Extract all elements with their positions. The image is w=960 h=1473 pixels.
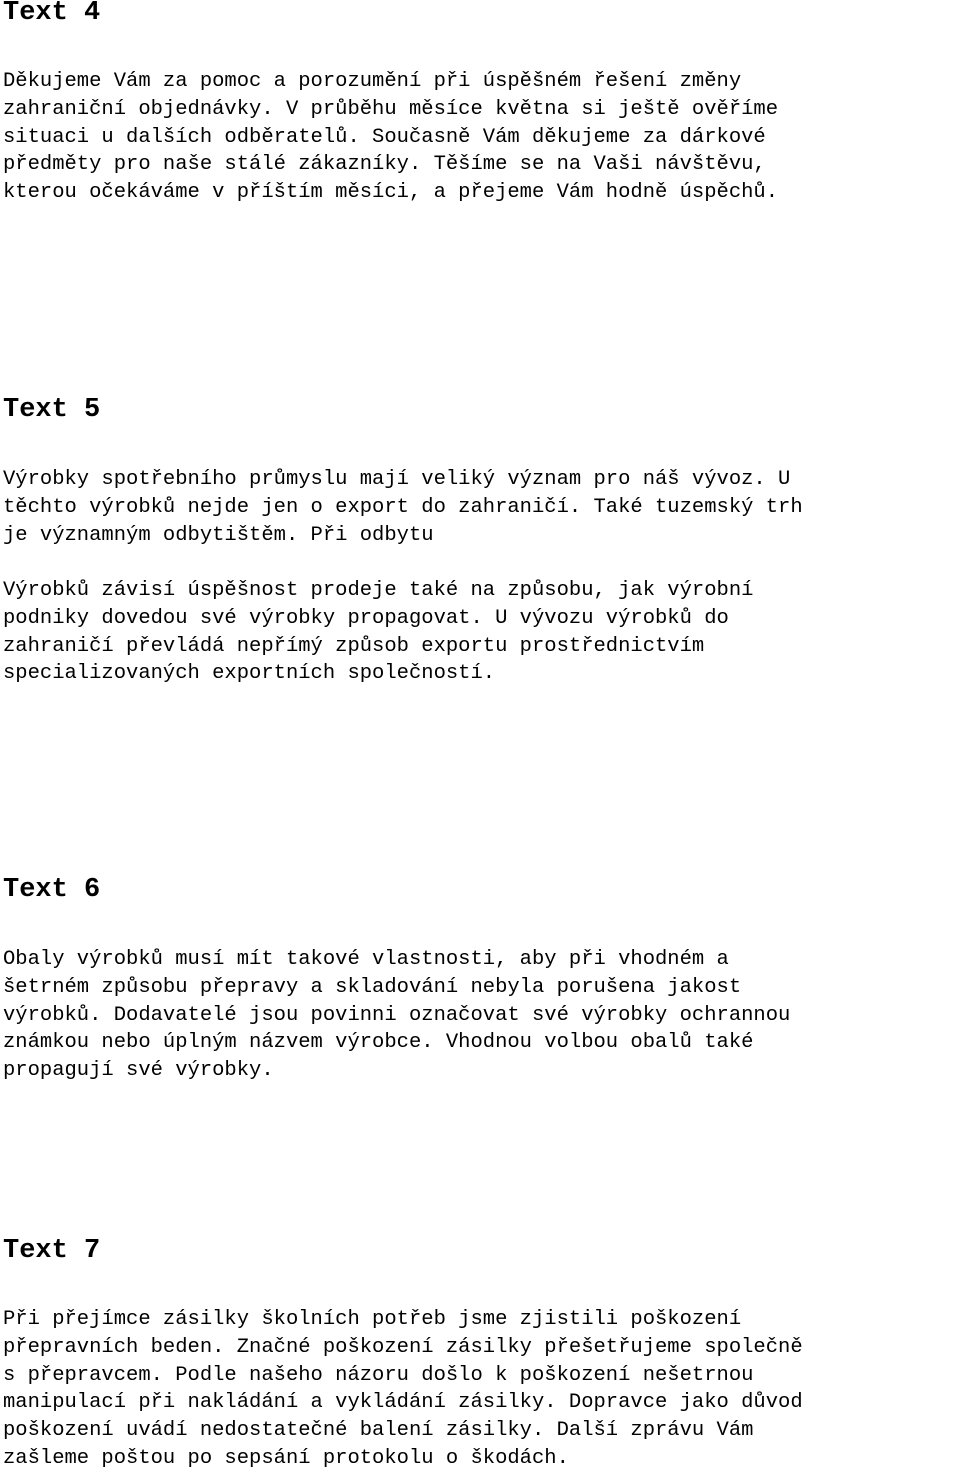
section-heading-text-7: Text 7	[3, 1236, 101, 1266]
section-text-6-paragraph: Obaly výrobků musí mít takové vlastnosti, aby při vhodném a šetrném způsobu přepravy a skladování nebyla porušena jakost výrobků. Dodavatelé jsou povinni označovat své výrobky ochrannou známkou nebo úplným názvem výrobce. Vhodnou volbou obalů také propagují své výrobky.	[3, 948, 791, 1083]
section-text-7-paragraph: Při přejímce zásilky školních potřeb jsme zjistili poškození přepravních beden. Značné poškození zásilky přešetřujeme společně s přepravcem. Podle našeho názoru došlo k poškození nešetrnou manipulací při nakládání a vykládání zásilky. Dopravce jako důvod poškození uvádí nedostatečné balení zásilky. Další zprávu Vám zašleme poštou po sepsání protokolu o škodách.	[3, 1308, 803, 1470]
section-heading-text-6: Text 6	[3, 875, 101, 905]
section-text-5-paragraph-1: Výrobky spotřebního průmyslu mají veliký význam pro náš vývoz. U těchto výrobků nejde jen o export do zahraničí. Také tuzemský trh je významným odbytištěm. Při odbytu	[3, 468, 803, 547]
section-heading-text-4: Text 4	[3, 0, 101, 28]
section-heading-text-5: Text 5	[3, 395, 101, 425]
section-text-4-paragraph: Děkujeme Vám za pomoc a porozumění při úspěšném řešení změny zahraniční objednávky. V průběhu měsíce května si ještě ověříme situaci u dalších odběratelů. Současně Vám děkujeme za dárkové předměty pro naše stálé zákazníky. Těšíme se na Vaši návštěvu, kterou očekáváme v příštím měsíci, a přejeme Vám hodně úspěchů.	[3, 70, 779, 205]
section-text-5-paragraph-2: Výrobků závisí úspěšnost prodeje také na způsobu, jak výrobní podniky dovedou své výrobky propagovat. U vývozu výrobků do zahraničí převládá nepřímý způsob exportu prostřednictvím specializovaných exportních společností.	[3, 579, 754, 686]
